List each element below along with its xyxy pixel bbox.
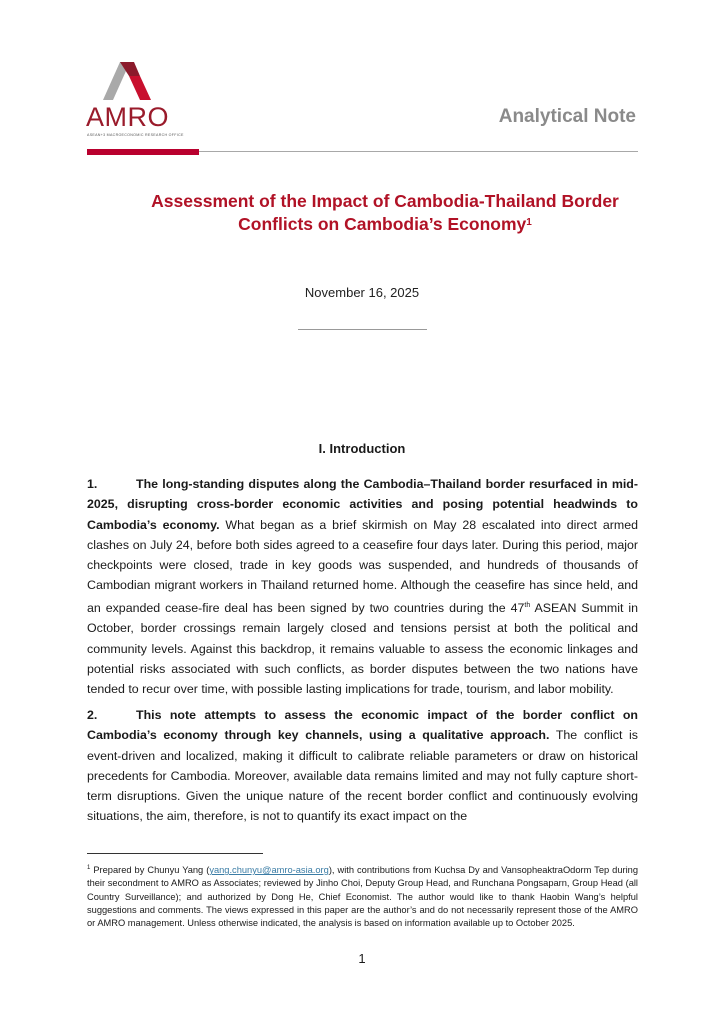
author-email-link[interactable]: yang.chunyu@amro-asia.org bbox=[209, 865, 329, 876]
publication-date: November 16, 2025 bbox=[304, 285, 420, 300]
footnote-divider bbox=[87, 853, 263, 854]
footnote-text-rest: ), with contributions from Kuchsa Dy and VansopheaktraOdorm Tep during their secondment to AMRO as Associates; reviewed by Jinho Choi, Deputy Group Head, and Runchana Pongsaparn, Group Head (all Country Surveillance); and authorized by Dong He, Chief Economist. The author would like to thank Haobin Wang’s helpful suggestions and comments. The views expressed in this paper are the author’s and do not necessarily represent those of the AMRO or AMRO management. Unless otherwise indicated, the analysis is based on information available up to October 2025. bbox=[87, 865, 638, 928]
paragraph-number: 1. bbox=[87, 477, 98, 491]
header-accent-bar bbox=[87, 149, 199, 155]
section-heading-introduction: I. Introduction bbox=[318, 441, 406, 456]
logo-subtitle: ASEAN+3 MACROECONOMIC RESEARCH OFFICE bbox=[87, 133, 184, 137]
date-divider bbox=[298, 329, 427, 330]
document-title bbox=[100, 190, 670, 236]
document-type-label: Analytical Note bbox=[498, 106, 636, 127]
title-line-2-text: Conflicts on Cambodia’s Economy bbox=[238, 214, 527, 234]
paragraph-lead: The long-standing disputes along the Cambodia–Thailand border resurfaced in mid-2025, disrupting cross-border economic activities and posing potential headwinds to Cambodia’s economy. bbox=[87, 477, 638, 532]
title-line-1: Assessment of the Impact of Cambodia-Thailand Border bbox=[151, 191, 619, 211]
paragraph-body: The conflict is event-driven and localized, making it difficult to calibrate reliable parameters or draw on historical precedents for Cambodia. Moreover, available data remains limited and may not fully capture short-term disruptions. Given the unique nature of the recent border conflict and continuously evolving situations, the aim, therefore, is not to quantify its exact impact on the bbox=[87, 728, 638, 824]
paragraph-2 bbox=[87, 705, 638, 827]
paragraph-lead: This note attempts to assess the economic impact of the border conflict on Cambodia’s economy through key channels, using a qualitative approach. bbox=[87, 708, 638, 743]
paragraph-1 bbox=[87, 474, 638, 699]
paragraph-body-cont: ASEAN Summit in October, border crossings remain largely closed and tensions persist at both the political and community levels. Against this backdrop, it remains valuable to assess the economic linkages and potential risks associated with such conflicts, as border disputes between the two nations have tended to recur over time, with possible lasting implications for trade, tourism, and labor mobility. bbox=[87, 600, 638, 697]
footnote-1 bbox=[87, 862, 638, 930]
amro-logo-mark-icon bbox=[100, 60, 152, 100]
footnote-text-start: Prepared by Chunyu Yang ( bbox=[90, 865, 210, 876]
logo-wordmark: AMRO bbox=[86, 102, 169, 132]
title-footnote-ref[interactable]: 1 bbox=[526, 217, 532, 228]
paragraph-number: 2. bbox=[87, 708, 98, 722]
amro-logo bbox=[86, 60, 196, 140]
title-line-2 bbox=[100, 213, 670, 236]
paragraph-body: What began as a brief skirmish on May 28 escalated into direct armed clashes on July 24, before both sides agreed to a ceasefire four days later. During this period, major checkpoints were closed, trade in key goods was suspended, and hundreds of thousands of Cambodian migrant workers in Thailand returned home. Although the ceasefire has since held, and an expanded cease-fire deal has been signed by two countries during the 47 bbox=[87, 517, 638, 615]
page-number: 1 bbox=[358, 951, 366, 966]
ordinal-suffix: th bbox=[524, 601, 531, 609]
footnote-marker: 1 bbox=[87, 865, 91, 871]
